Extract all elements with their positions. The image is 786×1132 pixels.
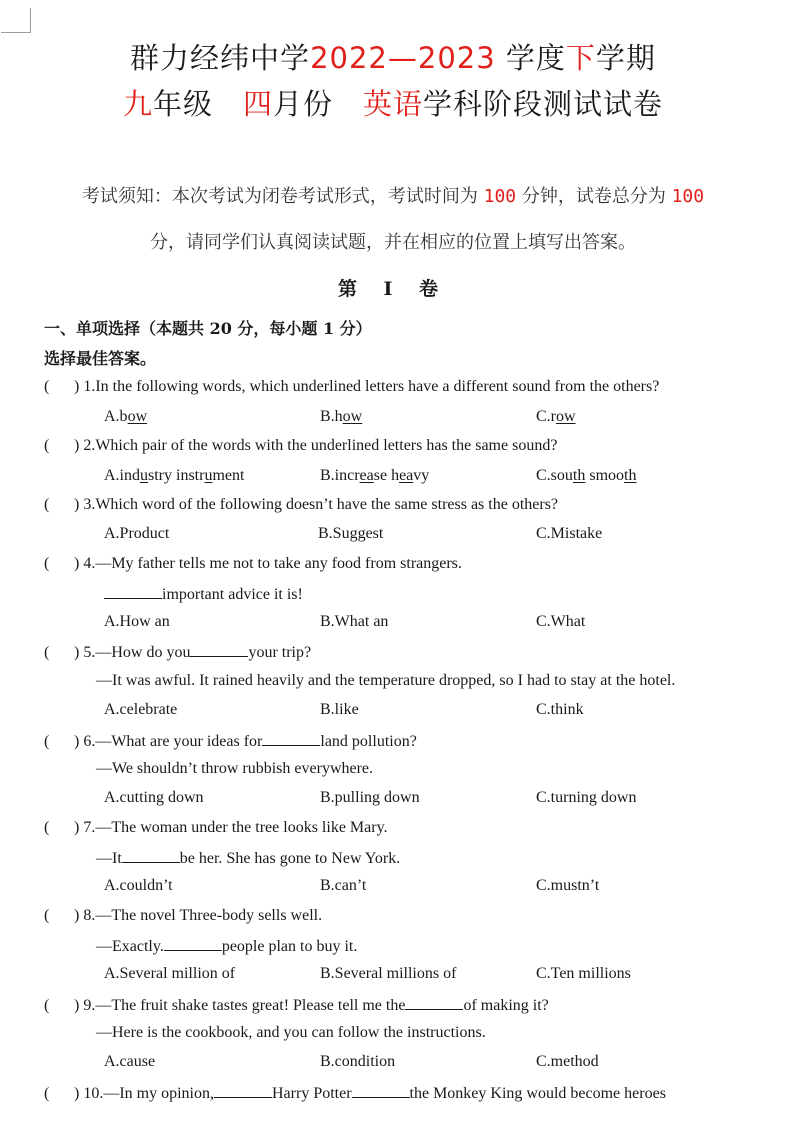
option-c[interactable] (536, 467, 636, 485)
question-text: —The fruit shake tastes great! Please tell me the (95, 997, 406, 1014)
option-text: C.sou (536, 467, 573, 484)
option-b[interactable]: B.Suggest (318, 525, 384, 542)
question-8-line2 (96, 936, 357, 956)
option-text: stry instr (148, 467, 205, 484)
option-c[interactable] (536, 408, 576, 426)
option-b[interactable]: B.can’t (320, 877, 367, 894)
underlined-letters: u (140, 467, 148, 484)
exam-title-line2 (0, 82, 786, 123)
exam-notice-line1 (0, 182, 786, 208)
underlined-letters: u (204, 467, 213, 484)
option-text: A.ind (104, 467, 140, 484)
question-text: be her. She has gone to New York. (179, 850, 401, 867)
question-text: —How do you (95, 644, 191, 661)
question-number: 8. (83, 907, 96, 924)
option-a[interactable]: A.couldn’t (104, 877, 173, 894)
option-a[interactable]: A.cause (104, 1053, 156, 1070)
option-a[interactable]: A.celebrate (104, 701, 178, 718)
option-a[interactable] (104, 408, 147, 426)
fill-blank[interactable] (122, 848, 180, 863)
question-number: 5. (83, 644, 96, 661)
answer-blank[interactable]: ( (44, 644, 50, 661)
question-text: people plan to buy it. (221, 938, 358, 955)
question-text: —What are your ideas for (95, 733, 263, 750)
option-a[interactable]: A.cutting down (104, 789, 204, 806)
question-text: land pollution? (320, 733, 417, 750)
question-text: —It (96, 850, 122, 867)
section-instruction: 选择最佳答案。 (44, 349, 157, 368)
option-b[interactable]: B.Several millions of (320, 965, 457, 982)
answer-blank[interactable]: ( (44, 496, 50, 513)
question-number: 3. (83, 496, 96, 513)
option-b[interactable]: B.What an (320, 613, 389, 630)
answer-blank[interactable]: ( (44, 437, 50, 454)
option-text: smoo (585, 467, 625, 484)
option-a[interactable]: A.Product (104, 525, 170, 542)
option-a[interactable]: A.Several million of (104, 965, 236, 982)
question-text: Which pair of the words with the underlined letters has the same sound? (95, 437, 558, 454)
option-b[interactable]: B.like (320, 701, 359, 718)
option-text: B.h (320, 408, 343, 425)
question-text: —The novel Three-body sells well. (95, 907, 323, 924)
question-2: ( ) 2.Which pair of the words with the underlined letters has the same sound? (44, 437, 558, 454)
question-text: Harry Potter (272, 1085, 352, 1102)
question-7: ( ) 7.—The woman under the tree looks like Mary. (44, 819, 388, 836)
grade-label: 年级 (152, 87, 213, 121)
month-number: 四 (242, 87, 273, 121)
question-6-line2: —We shouldn’t throw rubbish everywhere. (96, 760, 374, 777)
option-text: vy (413, 467, 430, 484)
question-text: —My father tells me not to take any food from strangers. (95, 555, 462, 572)
title-text: 学期 (595, 41, 656, 75)
fill-blank[interactable] (214, 1083, 272, 1098)
question-text: —The woman under the tree looks like Mary. (95, 819, 388, 836)
option-c[interactable]: C.mustn’t (536, 877, 600, 894)
test-type: 学科阶段测试试卷 (423, 87, 664, 121)
option-b[interactable]: B.pulling down (320, 789, 420, 806)
underlined-letters: ea (359, 467, 374, 484)
question-5-line2: —It was awful. It rained heavily and the temperature dropped, so I had to stay at the hotel. (96, 672, 676, 689)
underlined-letters: ea (399, 467, 414, 484)
option-c[interactable]: C.method (536, 1053, 599, 1070)
option-text: se h (373, 467, 400, 484)
question-9: ( ) 9.—The fruit shake tastes great! Please tell me the of making it? (44, 997, 549, 1014)
option-text: ment (212, 467, 245, 484)
option-a[interactable] (104, 467, 244, 485)
question-number: 2. (83, 437, 96, 454)
option-c[interactable]: C.What (536, 613, 586, 630)
fill-blank[interactable] (164, 936, 222, 951)
page-corner-mark (30, 8, 31, 32)
option-text: C.r (536, 408, 556, 425)
notice-text: 考试须知：本次考试为闭卷考试形式，考试时间为 (81, 186, 478, 207)
question-number: 7. (83, 819, 96, 836)
exam-notice-line2: 分，请同学们认真阅读试题，并在相应的位置上填写出答案。 (150, 232, 636, 253)
option-b[interactable]: B.condition (320, 1053, 396, 1070)
option-a[interactable]: A.How an (104, 613, 170, 630)
question-1: ( ) 1.In the following words, which underlined letters have a different sound from the others? (44, 378, 660, 395)
answer-blank[interactable]: ( (44, 819, 50, 836)
question-text: your trip? (248, 644, 312, 661)
underlined-letters: th (572, 467, 586, 484)
fill-blank[interactable] (352, 1083, 410, 1098)
question-number: 6. (83, 733, 96, 750)
option-text: A.b (104, 408, 128, 425)
question-text: of making it? (463, 997, 549, 1014)
underlined-letters: th (624, 467, 637, 484)
answer-blank[interactable]: ( (44, 1085, 50, 1102)
underlined-letters: ow (342, 408, 363, 425)
option-c[interactable]: C.Ten millions (536, 965, 631, 982)
fill-blank[interactable] (262, 731, 320, 746)
option-c[interactable]: C.Mistake (536, 525, 603, 542)
answer-blank[interactable]: ( (44, 997, 50, 1014)
question-number: 1. (83, 378, 96, 395)
answer-blank[interactable]: ( (44, 555, 50, 572)
question-text: Which word of the following doesn’t have the same stress as the others? (95, 496, 559, 513)
fill-blank[interactable] (405, 995, 463, 1010)
answer-blank[interactable]: ( (44, 733, 50, 750)
fill-blank[interactable] (104, 584, 162, 599)
school-year: 2022—2023 (310, 41, 496, 75)
question-text: the Monkey King would become heroes (409, 1085, 666, 1102)
option-b[interactable] (320, 408, 362, 426)
option-text: B.incr (320, 467, 360, 484)
subject-name: 英语 (363, 87, 424, 121)
question-number: 10. (83, 1085, 104, 1102)
fill-blank[interactable] (190, 642, 248, 657)
option-c[interactable]: C.think (536, 701, 584, 718)
total-score: 100 (671, 186, 705, 207)
question-text: —In my opinion, (103, 1085, 214, 1102)
question-number: 4. (83, 555, 96, 572)
question-8: ( ) 8.—The novel Three-body sells well. (44, 907, 323, 924)
grade-number: 九 (122, 87, 153, 121)
question-6: ( ) 6.—What are your ideas for land pollution? (44, 733, 417, 750)
month-label: 月份 (273, 87, 334, 121)
question-9-line2: —Here is the cookbook, and you can follow the instructions. (96, 1024, 486, 1041)
volume-heading: 第 I 卷 (337, 278, 449, 300)
underlined-letters: ow (556, 408, 576, 425)
question-text: important advice it is! (162, 586, 303, 603)
title-text: 学度 (505, 41, 566, 75)
answer-blank[interactable]: ( (44, 907, 50, 924)
question-3: ( ) 3.Which word of the following doesn’t have the same stress as the others? (44, 496, 559, 513)
option-b[interactable] (320, 467, 429, 485)
school-name: 群力经纬中学 (130, 41, 311, 75)
section-heading: 一、单项选择（本题共 20 分，每小题 1 分） (44, 319, 372, 338)
exam-title-line1 (0, 36, 786, 77)
question-text: In the following words, which underlined letters have a different sound from the others? (95, 378, 660, 395)
underlined-letters: ow (127, 408, 148, 425)
notice-text: 分钟，试卷总分为 (521, 186, 666, 207)
question-7-line2 (96, 848, 400, 868)
question-number: 9. (83, 997, 96, 1014)
question-4: ( ) 4.—My father tells me not to take any food from strangers. (44, 555, 462, 572)
question-5: ( ) 5.—How do you your trip? (44, 644, 312, 661)
semester-mark: 下 (565, 41, 596, 75)
question-text: —Exactly. (96, 938, 164, 955)
answer-blank[interactable]: ( (44, 378, 50, 395)
option-c[interactable]: C.turning down (536, 789, 637, 806)
question-4-line2 (104, 584, 303, 604)
question-10: ( ) 10.—In my opinion, Harry Potter the Monkey King would become heroes (44, 1085, 666, 1102)
exam-duration: 100 (483, 186, 517, 207)
